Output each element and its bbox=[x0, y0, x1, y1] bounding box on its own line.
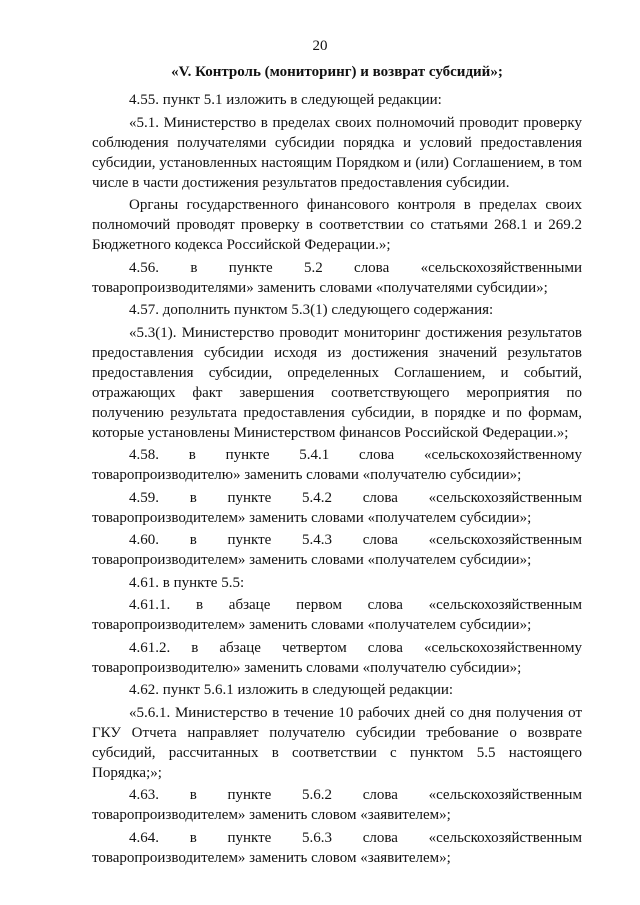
paragraph-4-55: 4.55. пункт 5.1 изложить в следующей редакции: bbox=[129, 92, 442, 108]
paragraph-4-60: 4.60. в пункте 5.4.3 слова «сельскохозяйственным товаропроизводителем» заменить словами «получателем субсидии»; bbox=[92, 532, 582, 568]
paragraph-4-64: 4.64. в пункте 5.6.3 слова «сельскохозяйственным товаропроизводителем» заменить словом «заявителем»; bbox=[92, 829, 582, 866]
paragraph-control-organs: Органы государственного финансового контроля в пределах своих полномочий проводят проверку в соответствии со статьями 268.1 и 269.2 Бюджетного кодекса Российской Федерации.»; bbox=[92, 197, 582, 253]
section-heading: «V. Контроль (мониторинг) и возврат субсидий»; bbox=[171, 64, 503, 80]
paragraph-4-61: 4.61. в пункте 5.5: bbox=[129, 574, 245, 591]
paragraph-5-3-1-quote: «5.3(1). Министерство проводит мониторинг достижения результатов предоставления субсидии исходя из достижения значений результатов предоставления субсидии, определенных Соглашением, и событий, отражающих факт завершения соответствующего мероприятия по получению результата предоставления субсидии, в порядке и по формам, которые установлены Министерством финансов Российской Федерации.»; bbox=[92, 324, 582, 441]
paragraph-4-63: 4.63. в пункте 5.6.2 слова «сельскохозяйственным товаропроизводителем» заменить словом «заявителем»; bbox=[92, 787, 582, 823]
paragraph-5-6-1-quote: «5.6.1. Министерство в течение 10 рабочих дней со дня получения от ГКУ Отчета направляет получателю субсидии требование о возврате субсидий, рассчитанных в соответствии с пунктом 5.5 настоящего Порядка;»; bbox=[92, 704, 582, 781]
paragraph-4-58: 4.58. в пункте 5.4.1 слова «сельскохозяйственному товаропроизводителю» заменить словами «получателю субсидии»; bbox=[92, 447, 582, 483]
paragraph-4-59: 4.59. в пункте 5.4.2 слова «сельскохозяйственным товаропроизводителем» заменить словами «получателем субсидии»; bbox=[92, 489, 582, 526]
paragraph-4-56: 4.56. в пункте 5.2 слова «сельскохозяйственными товаропроизводителями» заменить словами «получателями субсидии»; bbox=[92, 259, 582, 296]
paragraph-4-62: 4.62. пункт 5.6.1 изложить в следующей редакции: bbox=[129, 682, 454, 698]
paragraph-4-57: 4.57. дополнить пунктом 5.3(1) следующего содержания: bbox=[129, 302, 494, 318]
paragraph-5-1-quote: «5.1. Министерство в пределах своих полномочий проводит проверку соблюдения получателями субсидии порядка и условий предоставления субсидии, установленных настоящим Порядком и (или) Соглашением, в том числе в части достижения результатов предоставления субсидии. bbox=[92, 114, 582, 191]
paragraph-4-61-1: 4.61.1. в абзаце первом слова «сельскохозяйственным товаропроизводителем» заменить словами «получателем субсидии»; bbox=[92, 597, 582, 633]
paragraph-4-61-2: 4.61.2. в абзаце четвертом слова «сельскохозяйственному товаропроизводителю» заменить словами «получателю субсидии»; bbox=[92, 639, 582, 676]
document-body bbox=[92, 90, 582, 870]
page-number: 20 bbox=[312, 38, 328, 54]
